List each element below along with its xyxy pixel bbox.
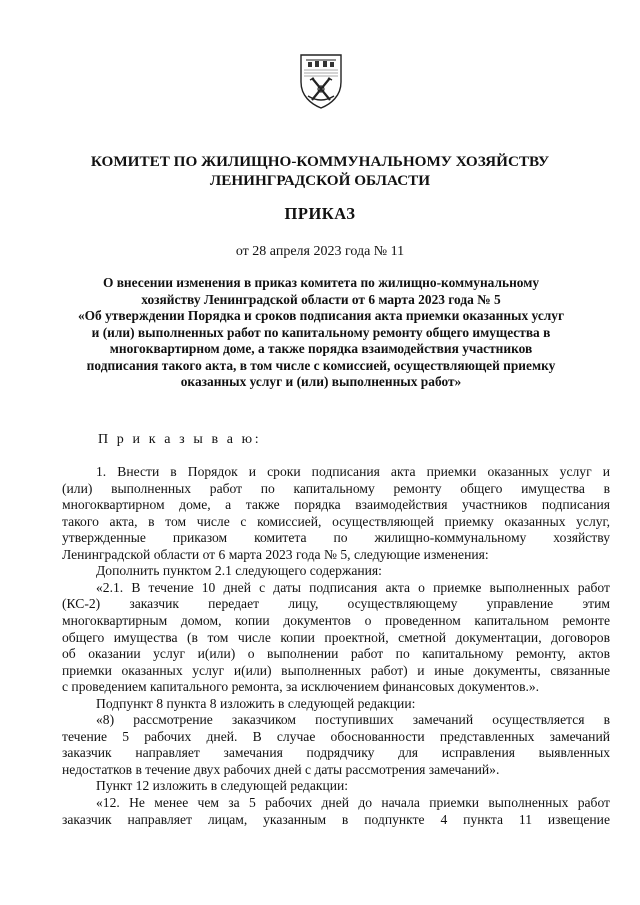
order-subject — [56, 275, 586, 391]
body-text-line: «2.1. В течение 10 дней с даты подписания акта о приемке выполненных работ — [96, 579, 610, 595]
subject-line: и (или) выполненных работ по капитальному ремонту общего имущества в — [91, 324, 551, 340]
body-text-line: «12. Не менее чем за 5 рабочих дней до начала приемки выполненных работ — [96, 795, 610, 810]
body-text-line: многоквартирном доме, а также порядка взаимодействия участников подписания — [62, 497, 610, 513]
body-text-line: Подпункт 8 пункта 8 изложить в следующей редакции: — [96, 695, 416, 711]
committee-name — [60, 152, 580, 190]
body-text-line: такого акта, в том числе с комиссией, осуществляющей приемку оказанных услуг, — [62, 513, 610, 529]
subject-line: О внесении изменения в приказ комитета по жилищно-коммунальному — [102, 275, 540, 290]
body-text-line: общего имущества (в том числе копии проектной, сметной документации, договоров — [62, 629, 610, 645]
body-text-line: многоквартирным домом, копии документов о проведенном капитальном ремонте — [62, 612, 610, 628]
document-type-title: ПРИКАЗ — [284, 204, 356, 223]
subject-line: многоквартирном доме, а также порядка взаимодействия участников — [109, 341, 533, 356]
document-date-number: от 28 апреля 2023 года № 11 — [235, 244, 405, 259]
body-text-line: Дополнить пунктом 2.1 следующего содержания: — [96, 563, 382, 579]
body-text-line: утвержденные приказом комитета по жилищно-коммунальному хозяйству — [62, 530, 610, 546]
subject-line: хозяйству Ленинградской области от 6 марта 2023 года № 5 — [141, 291, 501, 307]
committee-line-2: ЛЕНИНГРАДСКОЙ ОБЛАСТИ — [209, 172, 431, 189]
order-directive-word: П р и к а з ы в а ю: — [98, 432, 262, 447]
body-text-line: Пункт 12 изложить в следующей редакции: — [96, 778, 349, 794]
body-text-line: недостатков в течение двух рабочих дней с даты рассмотрения замечаний». — [62, 761, 500, 777]
body-text-line: об оказании услуг и(или) о выполнении работ по капитальному ремонту, актов — [62, 646, 610, 662]
body-text-line: 1. Внести в Порядок и сроки подписания акта приемки оказанных услуг и — [96, 464, 610, 479]
subject-line: подписания такого акта, в том числе с комиссией, осуществляющей приемку — [86, 357, 556, 373]
body-text-line: заказчик направляет замечания подрядчику для исправления выявленных — [62, 745, 610, 761]
body-text-line: «8) рассмотрение заказчиком поступивших замечаний осуществляется в — [96, 712, 610, 728]
body-text-line: (КС-2) заказчик передает лицу, осуществляющему управление этим — [62, 596, 610, 612]
body-text-line: Ленинградской области от 6 марта 2023 года № 5, следующие изменения: — [62, 546, 489, 562]
body-text-line: с проведением капитального ремонта, за исключением финансовых документов.». — [62, 679, 540, 695]
coat-of-arms-icon — [298, 52, 344, 110]
body-text-line: течение 5 рабочих дней. В случае обоснованности представленных замечаний — [62, 728, 610, 744]
body-text-line: приемки оказанных услуг и(или) выполненных работ) и иные документы, связанные — [62, 662, 610, 678]
subject-line: оказанных услуг и (или) выполненных работ» — [180, 374, 462, 389]
body-text-line: (или) выполненных работ по капитальному ремонту общего имущества в — [62, 480, 610, 496]
body-text-line: заказчик направляет лицам, указанным в подпункте 4 пункта 11 извещение — [62, 811, 610, 827]
committee-line-1: КОМИТЕТ ПО ЖИЛИЩНО-КОММУНАЛЬНОМУ ХОЗЯЙСТВУ — [90, 153, 550, 170]
subject-line: «Об утверждении Порядка и сроков подписания акта приемки оказанных услуг — [77, 308, 565, 323]
